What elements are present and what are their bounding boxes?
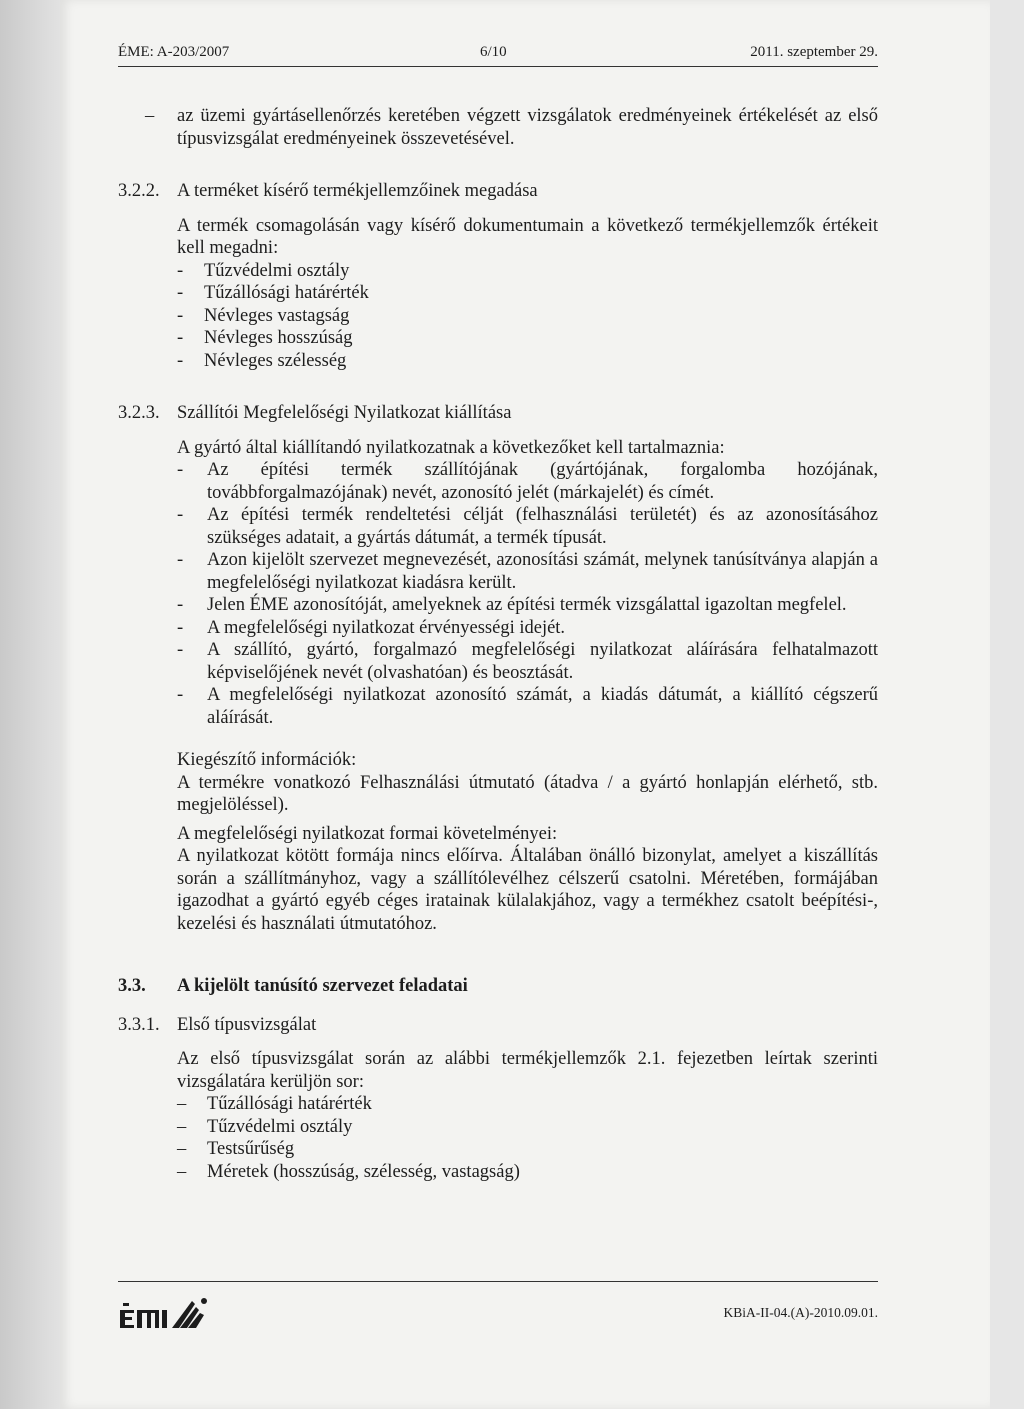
header-date: 2011. szeptember 29. [750,44,878,60]
section-title: A terméket kísérő termékjellemzőinek megadása [177,181,538,201]
emi-logo-icon [116,1293,216,1333]
intro-item [145,105,878,150]
footer-document-code: KBiA-II-04.(A)-2010.09.01. [723,1305,878,1320]
extra-info-title: Kiegészítő információk: [177,750,357,770]
list-item: - Az építési termék rendeltetési célját (felhasználási területét) és az azonosításához szükséges adatait, a gyártás dátumát, a termék típusát. [177,505,878,548]
page-header [118,44,878,67]
scan-right-margin [990,0,1024,1409]
page-content [118,105,878,1183]
section-3-3-1-list [118,1093,878,1183]
list-item: - Névleges szélesség [177,350,347,371]
intro-text: az üzemi gyártásellenőrzés keretében végzett vizsgálatok eredményeinek értékelését az első típusvizsgálat eredményeinek összevetésével. [177,106,878,149]
section-3-2-2-list [118,260,878,373]
list-item: – Tűzvédelmi osztály [177,1116,353,1137]
section-3-2-2-heading [118,180,878,203]
section-title: A kijelölt tanúsító szervezet feladatai [177,976,468,996]
list-item: – Testsűrűség [177,1139,295,1159]
list-item: – Méretek (hosszúság, szélesség, vastagság) [177,1161,520,1182]
section-number: 3.3.1. [118,1014,160,1035]
list-item: - Azon kijelölt szervezet megnevezését, azonosítási számát, melynek tanúsítványa alapján a megfelelőségi nyilatkozat kiadásra került. [177,550,878,593]
list-item: - A megfelelőségi nyilatkozat érvényességi idejét. [177,617,566,638]
list-item: - Jelen ÉME azonosítóját, amelyeknek az építési termék vizsgálattal igazoltan megfelel. [177,595,847,615]
section-3-2-3-list [118,459,878,729]
list-item: - Névleges hosszúság [177,328,353,348]
list-item: – Tűzállósági határérték [177,1094,372,1114]
section-3-3-1-heading [118,1014,878,1037]
header-page-number: 6/10 [480,44,507,60]
section-3-2-2-text: A termék csomagolásán vagy kísérő dokumentumain a következő termékjellemzők értékeit kell megadni: [177,215,878,258]
section-3-2-3-text: A gyártó által kiállítandó nyilatkozatnak a következőket kell tartalmaznia: [177,437,725,458]
scan-left-margin [0,0,60,1409]
section-3-3-1-text: Az első típusvizsgálat során az alábbi termékjellemzők 2.1. fejezetben leírtak szerinti vizsgálatára kerüljön sor: [177,1049,878,1092]
emi-logo [116,1293,216,1333]
list-item: - A szállító, gyártó, forgalmazó megfelelőségi nyilatkozat aláírására felhatalmazott képviselőjének nevét (olvashatóan) és beosztását. [177,640,878,683]
section-title: Szállítói Megfelelőségi Nyilatkozat kiállítása [177,403,512,423]
section-title: Első típusvizsgálat [177,1014,317,1035]
section-3-3-heading [118,975,878,998]
section-3-2-3-heading [118,402,878,425]
list-item: - Névleges vastagság [177,305,350,326]
footer-divider [118,1281,878,1282]
section-number: 3.2.2. [118,181,160,201]
dash-marker: – [145,106,155,126]
section-number: 3.3. [118,976,146,996]
section-number: 3.2.3. [118,403,160,423]
list-item: - Tűzállósági határérték [177,283,369,303]
formal-requirements-text: A nyilatkozat kötött formája nincs előírva. Általában önálló bizonylat, amelyet a kiszállítás során a szállítmányhoz, vagy a szállítólevélhez célszerű csatolni. Méretében, formájában igazodhat a gyártó egyéb céges iratainak külalakjához, vagy a termékhez csatolt beépítési-, kezelési és használati útmutatóhoz. [177,846,878,934]
list-item: - Tűzvédelmi osztály [177,260,350,281]
list-item: - Az építési termék szállítójának (gyártójának, forgalomba hozójának, továbbforgalmazójának) nevét, azonosító jelét (márkajelét) és címét. [177,460,878,503]
header-doc-id: ÉME: A-203/2007 [118,44,230,60]
extra-info-text: A termékre vonatkozó Felhasználási útmutató (átadva / a gyártó honlapján elérhető, stb. megjelöléssel). [177,772,878,815]
list-item: - A megfelelőségi nyilatkozat azonosító számát, a kiadás dátumát, a kiállító cégszerű aláírását. [177,685,878,728]
formal-requirements-title: A megfelelőségi nyilatkozat formai követelményei: [177,823,558,844]
